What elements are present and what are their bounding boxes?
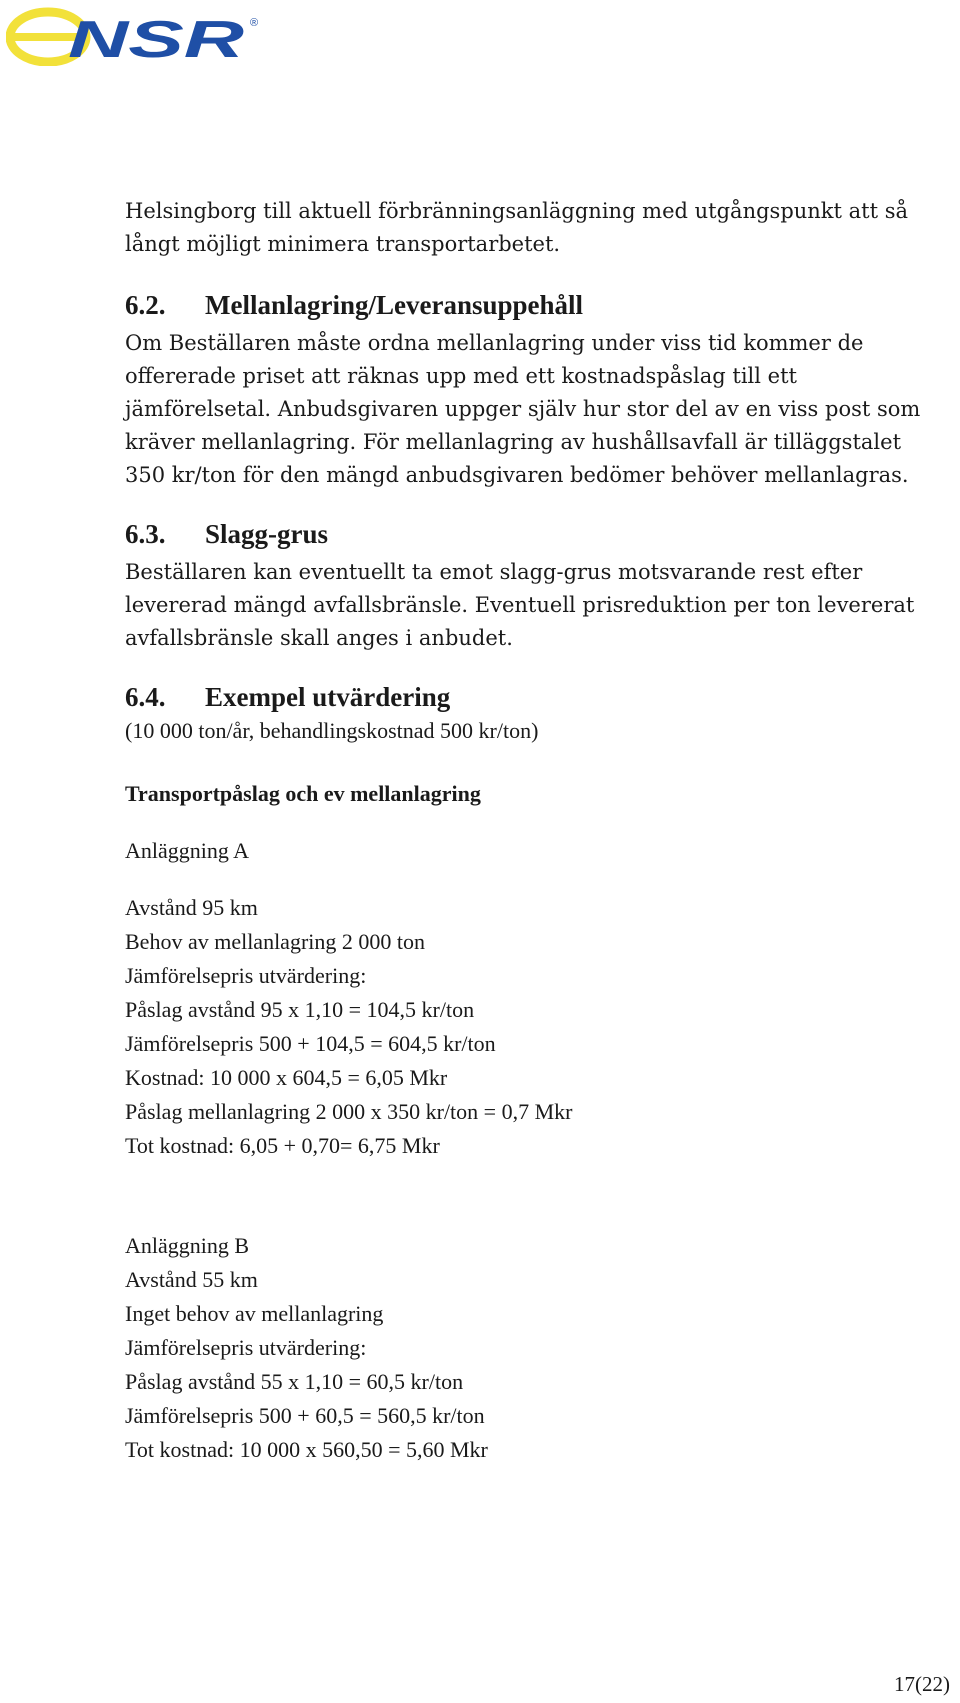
section-body-6-3: Beställaren kan eventuellt ta emot slagg-grus motsvarande rest efter levererad mängd avfallsbränsle. Eventuell prisreduktion per ton levererat avfallsbränsle skall anges i anbudet. [125,560,915,650]
plant-a-line: Behov av mellanlagring 2 000 ton [125,929,425,954]
section-title: Exempel utvärdering [205,682,451,712]
logo-letters: NSR [68,11,245,66]
plant-a-line: Avstånd 95 km [125,895,258,920]
plant-b-line: Påslag avstånd 55 x 1,10 = 60,5 kr/ton [125,1369,464,1394]
plant-a-title: Anläggning A [125,838,250,863]
plant-b-line: Jämförelsepris 500 + 60,5 = 560,5 kr/ton [125,1403,485,1428]
section-number: 6.2. [125,290,166,320]
section-title: Mellanlagring/Leveransuppehåll [205,290,584,320]
section-heading-6-2 [125,288,945,322]
plant-b-line: Inget behov av mellanlagring [125,1301,384,1326]
page-number: 17(22) [894,1672,950,1696]
plant-b-line: Jämförelsepris utvärdering: [125,1335,367,1360]
plant-a-line: Jämförelsepris 500 + 104,5 = 604,5 kr/ton [125,1031,496,1056]
plant-a-line: Påslag mellanlagring 2 000 x 350 kr/ton = 0,7 Mkr [125,1099,573,1124]
nsr-logo-graphic [6,6,264,66]
document-body [125,195,945,1467]
plant-a-line: Kostnad: 10 000 x 604,5 = 6,05 Mkr [125,1065,448,1090]
section-title: Slagg-grus [205,519,329,549]
intro-paragraph: Helsingborg till aktuell förbränningsanläggning med utgångspunkt att så långt möjligt minimera transportarbetet. [125,199,909,256]
plant-b-lines [125,1263,945,1467]
plant-a-lines [125,891,945,1163]
nsr-logo [6,6,264,66]
plant-a-line: Påslag avstånd 95 x 1,10 = 104,5 kr/ton [125,997,475,1022]
section-body-6-4: (10 000 ton/år, behandlingskostnad 500 kr/ton) [125,718,539,743]
plant-b-title: Anläggning B [125,1233,250,1258]
logo-registered-mark: ® [250,17,259,29]
plant-a-line: Jämförelsepris utvärdering: [125,963,367,988]
section-number: 6.3. [125,519,166,549]
subheading: Transportpåslag och ev mellanlagring [125,781,481,806]
section-heading-6-4 [125,680,945,714]
section-heading-6-3 [125,517,945,551]
section-number: 6.4. [125,682,166,712]
plant-b-line: Tot kostnad: 10 000 x 560,50 = 5,60 Mkr [125,1437,488,1462]
section-body-6-2: Om Beställaren måste ordna mellanlagring under viss tid kommer de offererade priset att räknas upp med ett kostnadspåslag till ett jämförelsetal. Anbudsgivaren uppger själv hur stor del av en viss post som kräver mellanlagring. För mellanlagring av hushållsavfall är tilläggstalet 350 kr/ton för den mängd anbudsgivaren bedömer behöver mellanlagras. [125,331,921,487]
plant-a-line: Tot kostnad: 6,05 + 0,70= 6,75 Mkr [125,1133,440,1158]
plant-b-line: Avstånd 55 km [125,1267,258,1292]
